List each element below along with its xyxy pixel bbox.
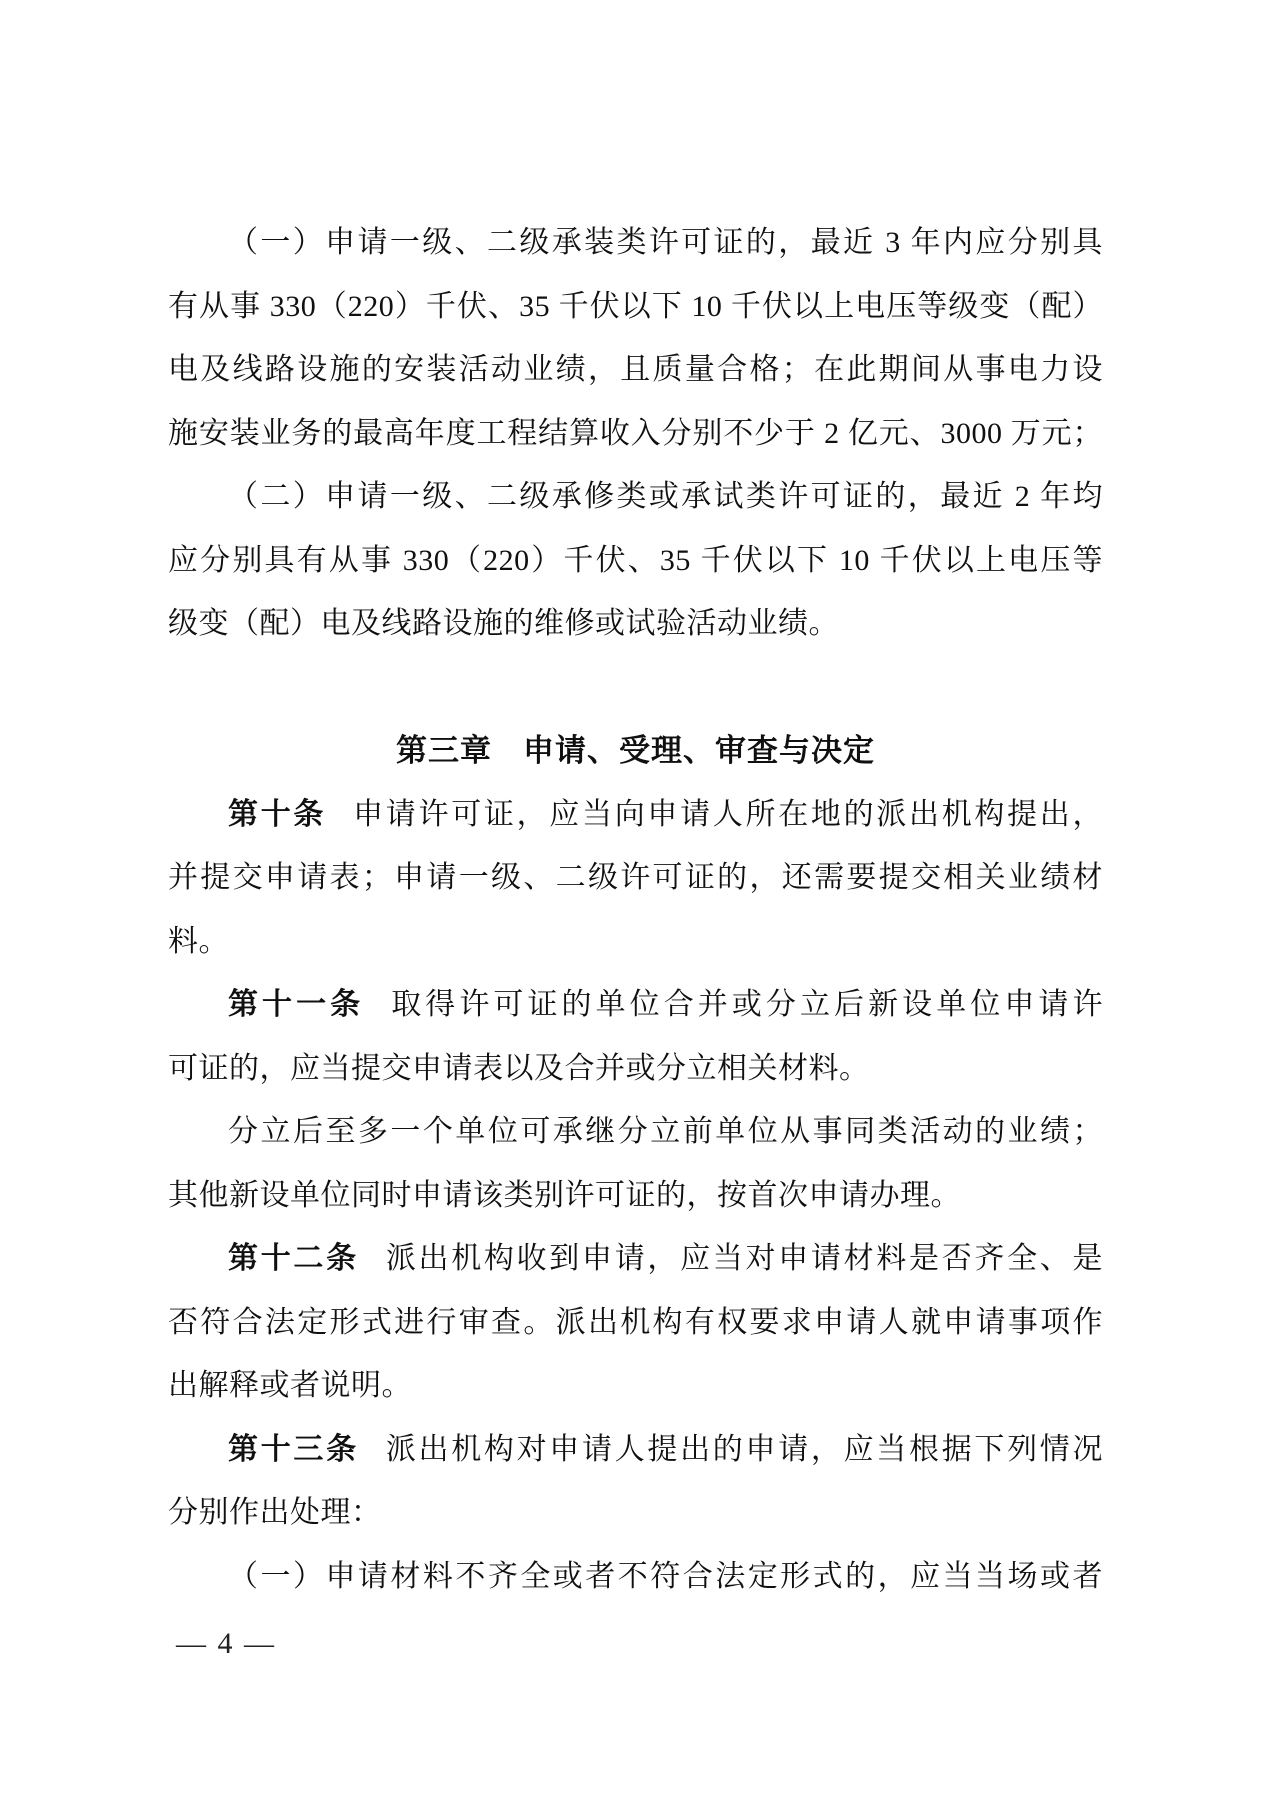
article-text: 派出机构对申请人提出的申请，应当根据下列情况	[385, 1432, 1104, 1466]
text-line: 其他新设单位同时申请该类别许可证的，按首次申请办理。	[168, 1178, 961, 1212]
article-text: 取得许可证的单位合并或分立后新设单位申请许	[391, 988, 1103, 1021]
text-line	[168, 1418, 1103, 1482]
article-number: 第十三条	[228, 1432, 359, 1466]
text-line: 施安装业务的最高年度工程结算收入分别不少于 2 亿元、3000 万元；	[168, 416, 1103, 450]
text-line: 并提交申请表；申请一级、二级许可证的，还需要提交相关业绩材	[168, 861, 1103, 894]
article-text: 派出机构收到申请，应当对申请材料是否齐全、是	[385, 1242, 1104, 1275]
chapter-number: 第三章	[396, 733, 492, 768]
chapter-heading	[168, 719, 1103, 783]
text-line	[168, 973, 1103, 1037]
text-line: 分立后至多一个单位可承继分立前单位从事同类活动的业绩；	[228, 1115, 1103, 1148]
text-line: 否符合法定形式进行审查。派出机构有权要求申请人就申请事项作	[168, 1305, 1103, 1339]
text-line: 应分别具有从事 330（220）千伏、35 千伏以下 10 千伏以上电压等	[168, 543, 1103, 577]
text-line: 电及线路设施的安装活动业绩，且质量合格；在此期间从事电力设	[168, 353, 1103, 386]
article-number: 第十一条	[228, 988, 365, 1021]
chapter-title: 申请、受理、审查与决定	[523, 733, 875, 768]
text-line: 级变（配）电及线路设施的维修或试验活动业绩。	[168, 607, 839, 640]
text-line: 有从事 330（220）千伏、35 千伏以下 10 千伏以上电压等级变（配）	[168, 289, 1103, 323]
text-line: （一）申请一级、二级承装类许可证的，最近 3 年内应分别具	[228, 226, 1103, 259]
text-line	[168, 1227, 1103, 1291]
text-block	[168, 211, 1103, 1608]
text-line: 分别作出处理：	[168, 1496, 382, 1529]
article-number: 第十二条	[228, 1242, 359, 1275]
page-number: — 4 —	[176, 1627, 276, 1660]
text-line: 可证的，应当提交申请表以及合并或分立相关材料。	[168, 1051, 870, 1085]
text-line	[168, 783, 1103, 847]
article-number: 第十条	[228, 797, 327, 831]
text-line: （一）申请材料不齐全或者不符合法定形式的，应当当场或者	[228, 1559, 1103, 1593]
text-line: 出解释或者说明。	[168, 1369, 412, 1402]
article-text: 申请许可证，应当向申请人所在地的派出机构提出，	[353, 797, 1104, 831]
text-line: （二）申请一级、二级承修类或承试类许可证的，最近 2 年均	[228, 480, 1103, 513]
text-line: 料。	[168, 924, 229, 958]
